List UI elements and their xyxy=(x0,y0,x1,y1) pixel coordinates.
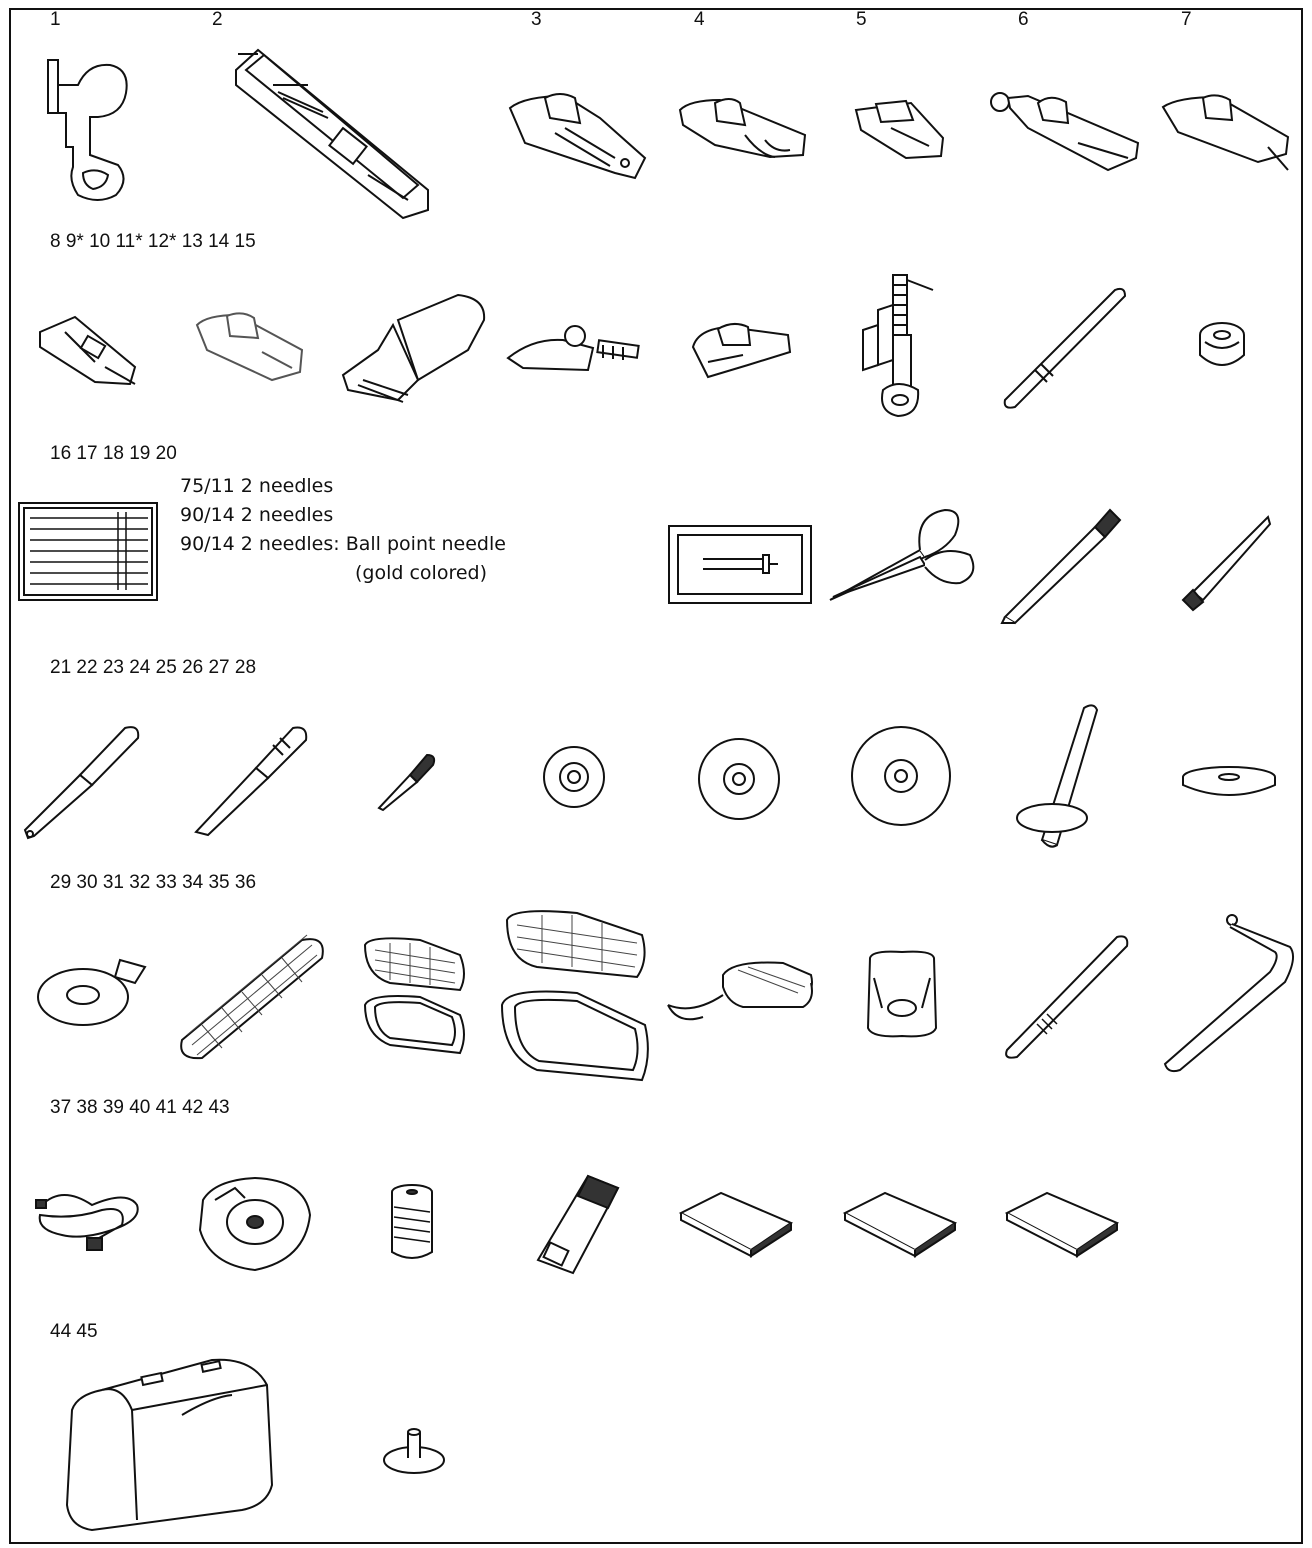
twin-needle-icon xyxy=(668,525,813,605)
bobbin-cover-icon xyxy=(35,955,155,1030)
item-number-5: 5 xyxy=(856,9,867,30)
walking-foot-large-icon xyxy=(338,290,490,410)
knee-lifter-icon xyxy=(862,948,942,1040)
row-numbers-8-15: 8 9* 10 11* 12* 13 14 15 xyxy=(50,231,256,252)
grease-tube-icon xyxy=(528,1168,623,1278)
needle-set-icon xyxy=(18,502,158,602)
spool-cap-medium-icon xyxy=(697,737,781,821)
monogramming-foot-icon xyxy=(38,55,138,205)
spool-net-icon xyxy=(172,930,330,1060)
foot-controller-icon xyxy=(663,955,818,1040)
row-numbers-44-45: 44 45 xyxy=(50,1321,98,1342)
spool-pin-icon xyxy=(1012,700,1092,850)
spool-stand-icon xyxy=(382,1418,447,1476)
needle-line-2: 90/14 2 needles xyxy=(180,504,334,526)
spool-cap-small-icon xyxy=(542,745,607,810)
side-cutter-foot-icon xyxy=(988,88,1143,173)
non-stick-foot-icon xyxy=(192,310,310,390)
walking-foot-icon xyxy=(35,312,143,392)
row-numbers-21-28: 21 22 23 24 25 26 27 28 xyxy=(50,657,257,678)
twin-needle-holder-icon xyxy=(995,282,1130,412)
small-screwdriver-icon xyxy=(375,750,437,815)
spool-felt-icon xyxy=(1180,765,1278,797)
bobbin-case-icon xyxy=(195,1170,315,1280)
buttonhole-foot-icon xyxy=(228,40,436,220)
touch-pen-icon xyxy=(997,932,1132,1062)
embroidery-frame-large-icon xyxy=(497,905,657,1090)
quick-reference-guide-icon xyxy=(840,1188,960,1258)
open-toe-foot-icon xyxy=(688,317,796,382)
operation-manual-icon xyxy=(676,1188,796,1258)
seam-ripper-icon xyxy=(1178,512,1278,612)
row-numbers-29-36: 29 30 31 32 33 34 35 36 xyxy=(50,872,257,893)
item-number-3: 3 xyxy=(531,9,542,30)
needle-line-4: (gold colored) xyxy=(355,562,488,584)
scissors-icon xyxy=(825,505,980,605)
cleaning-brush-icon xyxy=(1000,505,1125,625)
item-number-2: 2 xyxy=(212,9,223,30)
zigzag-foot-icon xyxy=(675,95,813,165)
screwdriver-icon xyxy=(188,720,313,842)
overcasting-foot-icon xyxy=(505,88,650,183)
quilting-foot-icon xyxy=(858,270,940,418)
row-numbers-37-43: 37 38 39 40 41 42 43 xyxy=(50,1097,230,1118)
usb-cable-icon xyxy=(32,1180,144,1260)
needle-line-1: 75/11 2 needles xyxy=(180,475,334,497)
blind-stitch-foot-icon xyxy=(851,98,951,163)
embroidery-frame-small-icon xyxy=(360,935,470,1065)
row-numbers-16-20: 16 17 18 19 20 xyxy=(50,443,177,464)
item-number-6: 6 xyxy=(1018,9,1029,30)
item-number-4: 4 xyxy=(694,9,705,30)
knee-lifter-bar-icon xyxy=(1160,912,1300,1077)
item-number-7: 7 xyxy=(1181,9,1192,30)
item-number-1: 1 xyxy=(50,9,61,30)
quarter-inch-foot-icon xyxy=(503,318,651,376)
spool-cap-large-icon xyxy=(850,725,952,827)
bobbin-icon xyxy=(1195,320,1250,375)
seam-ripper-tool-icon xyxy=(20,720,145,842)
embroidery-design-guide-icon xyxy=(1002,1188,1122,1258)
stitch-guide-foot-icon xyxy=(1158,92,1298,172)
needle-line-3: 90/14 2 needles: Ball point needle xyxy=(180,533,506,555)
dust-cover-icon xyxy=(62,1355,274,1533)
thread-spool-icon xyxy=(387,1182,437,1262)
